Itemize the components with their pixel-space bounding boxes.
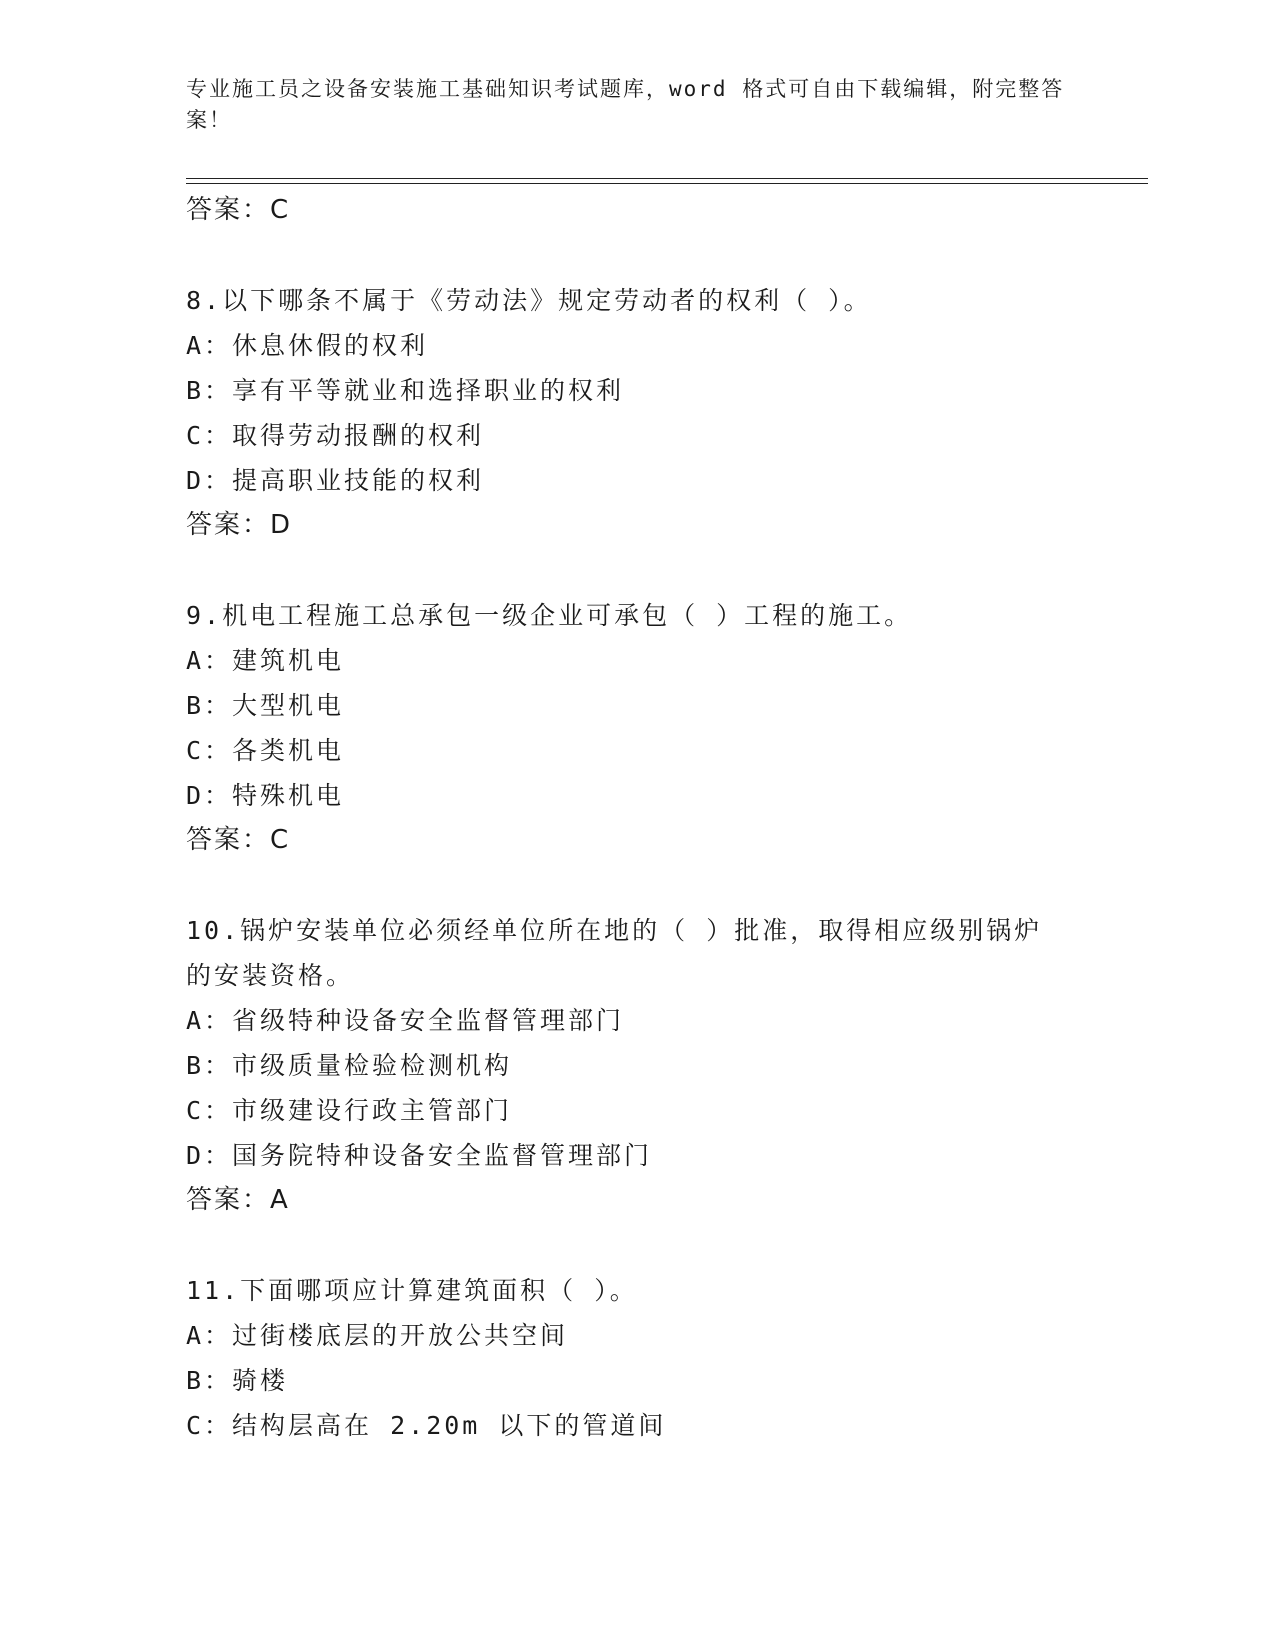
answer: 答案：C: [186, 825, 291, 855]
option-a: A：省级特种设备安全监督管理部门: [186, 1006, 625, 1035]
question-list: [186, 188, 1066, 1448]
previous-answer: 答案：C: [186, 195, 291, 225]
header-title: 专业施工员之设备安装施工基础知识考试题库，word 格式可自由下载编辑，附完整答案！: [186, 77, 1065, 132]
header-divider-bottom: [186, 183, 1148, 184]
spacer: [186, 863, 1066, 908]
question-text: 9.机电工程施工总承包一级企业可承包（ ）工程的施工。: [186, 601, 913, 630]
answer: 答案：D: [186, 510, 293, 540]
question-8: [186, 278, 1066, 548]
question-9: [186, 593, 1066, 863]
question-11: [186, 1268, 1066, 1448]
option-c: C：各类机电: [186, 736, 345, 765]
option-b: B：市级质量检验检测机构: [186, 1051, 513, 1080]
option-d: D：特殊机电: [186, 781, 345, 810]
header-divider-top: [186, 178, 1148, 179]
option-a: A：过街楼底层的开放公共空间: [186, 1321, 569, 1350]
option-c: C：结构层高在 2.20m 以下的管道间: [186, 1411, 667, 1440]
option-b: B：大型机电: [186, 691, 345, 720]
option-a: A：建筑机电: [186, 646, 345, 675]
option-b: B：骑楼: [186, 1366, 289, 1395]
spacer: [186, 233, 1066, 278]
option-b: B：享有平等就业和选择职业的权利: [186, 376, 625, 405]
spacer: [186, 548, 1066, 593]
question-text: 8.以下哪条不属于《劳动法》规定劳动者的权利（ ）。: [186, 286, 872, 315]
answer: 答案：A: [186, 1185, 290, 1215]
option-a: A：休息休假的权利: [186, 331, 429, 360]
question-10: [186, 908, 1066, 1223]
spacer: [186, 1223, 1066, 1268]
option-d: D：国务院特种设备安全监督管理部门: [186, 1141, 653, 1170]
option-c: C：取得劳动报酬的权利: [186, 421, 485, 450]
option-d: D：提高职业技能的权利: [186, 466, 485, 495]
question-text: 11.下面哪项应计算建筑面积（ ）。: [186, 1276, 638, 1305]
question-text: 10.锅炉安装单位必须经单位所在地的（ ）批准，取得相应级别锅炉的安装资格。: [186, 916, 1043, 990]
option-c: C：市级建设行政主管部门: [186, 1096, 513, 1125]
